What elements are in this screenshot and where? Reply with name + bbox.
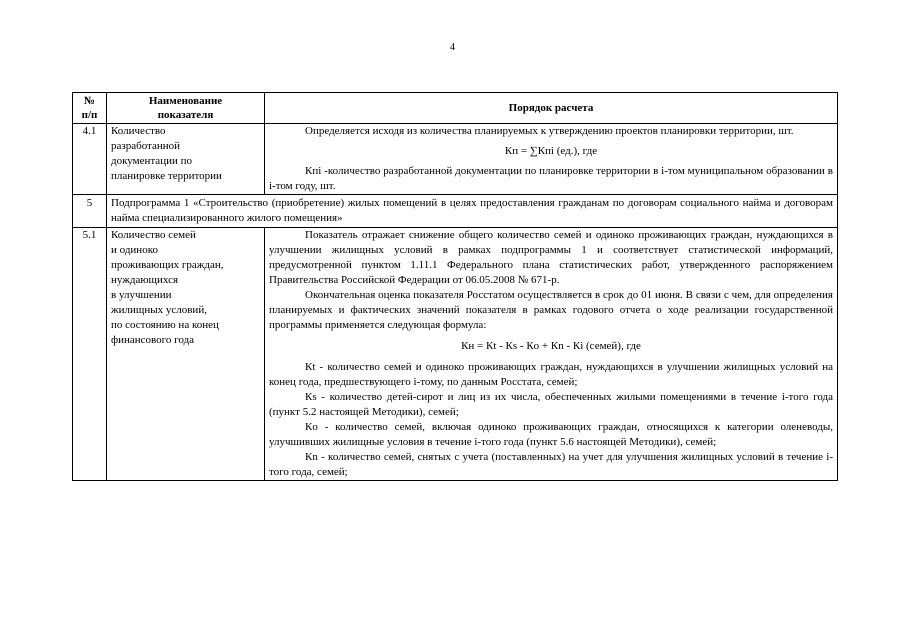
methodology-table [72,92,838,481]
paragraph: Кпi -количество разработанной документации по планировке территории в i-том муниципальном образовании в i-том году, шт. [269,165,833,192]
paragraph: Показатель отражает снижение общего количество семей и одиноко проживающих граждан, нуждающихся в улучшении жилищных условий в рамках подпрограммы 1 и соответствует статистической информаций, предусмотренной пунктом 1.11.1 Федерального плана статистических работ, утвержденного распоряжением Правительства Российской Федерации от 06.05.2008 № 671-р. [269,229,833,286]
calculation-cell [265,228,838,481]
page-number: 4 [450,42,455,53]
subprogram-title: Подпрограмма 1 «Строительство (приобретение) жилых помещений в целях предоставления гражданам по договорам социального найма и договорам найма специализированного жилого помещения» [107,195,838,228]
paragraph: Окончательная оценка показателя Росстатом осуществляется в срок до 01 июня. В связи с чем, для определения планируемых и фактических значений показателя в рамках годового отчета о ходе реализации государственной программы применяется следующая формула: [269,289,833,331]
paragraph: Кn - количество семей, снятых с учета (поставленных) на учет для улучшения жилищных условий в течение i-того года, семей; [269,451,833,478]
formula: Кн = Кt - Кs - Кo + Кn - Кi (семей), где [461,340,641,352]
paragraph: Кo - количество семей, включая одиноко проживающих граждан, относящихся к категории оленеводы, улучшивших жилищные условия в течение i-того года (пункт 5.6 настоящей Методики), семей; [269,421,833,448]
paragraph: Определяется исходя из количества планируемых к утверждению проектов планировки территории, шт. [305,125,794,137]
row-number: 5.1 [73,228,107,481]
indicator-name: Количество семей и одиноко проживающих граждан, нуждающихся в улучшении жилищных условий, по состоянию на конец финансового года [107,228,265,481]
indicator-name: Количество разработанной документации по планировке территории [107,124,265,195]
table-header-row [73,93,838,124]
paragraph: Кs - количество детей-сирот и лиц из их числа, обеспеченных жилыми помещениями в течение i-того года (пункт 5.2 настоящей Методики), семей; [269,391,833,418]
formula: Кп = ∑Кпi (ед.), где [504,145,598,157]
row-number: 5 [73,195,107,228]
header-name: Наименование показателя [107,93,265,124]
table-row-5-1 [73,228,838,481]
table-row-5 [73,195,838,228]
row-number: 4.1 [73,124,107,195]
paragraph: Кt - количество семей и одиноко проживающих граждан, нуждающихся в улучшении жилищных условий на конец года, предшествующего i-тому, по данным Росстата, семей; [269,361,833,388]
header-num: № п/п [73,93,107,124]
header-calc: Порядок расчета [265,93,838,124]
calculation-cell [265,124,838,195]
table-row-4-1 [73,124,838,195]
